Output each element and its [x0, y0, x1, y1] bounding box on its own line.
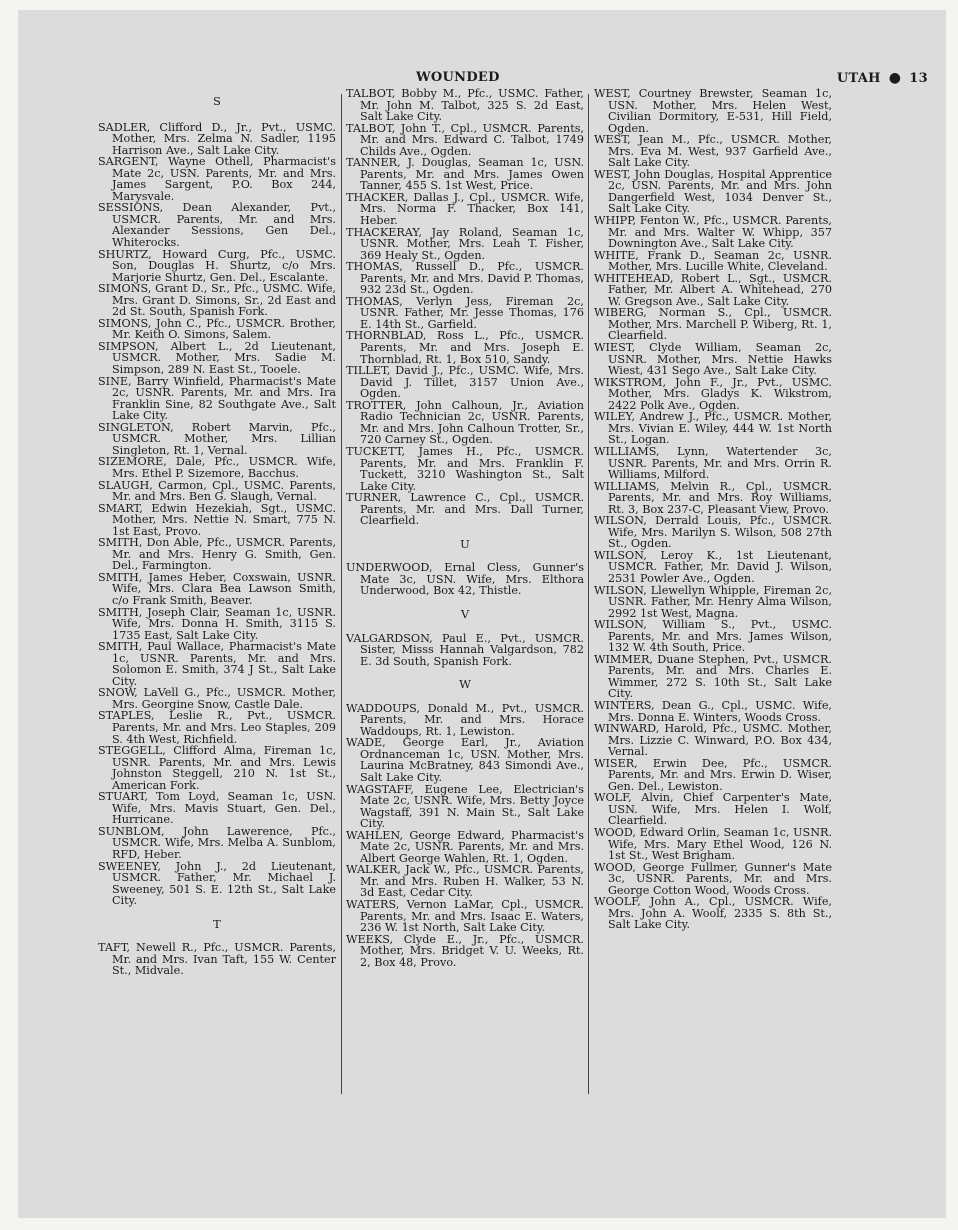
document-page — [18, 10, 946, 1218]
casualty-entry: SMITH, Don Able, Pfc., USMCR. Parents, Mr. and Mrs. Henry G. Smith, Gen. Del., Farmington. — [98, 536, 336, 573]
bullet-icon: ● — [888, 70, 902, 86]
casualty-entry: WALKER, Jack W., Pfc., USMCR. Parents, Mr. and Mrs. Ruben H. Walker, 53 N. 3d East, Cedar City. — [346, 863, 584, 900]
casualty-entry: WEEKS, Clyde E., Jr., Pfc., USMCR. Mother, Mrs. Bridget V. U. Weeks, Rt. 2, Box 48, Provo. — [346, 932, 584, 969]
casualty-entry: SADLER, Clifford D., Jr., Pvt., USMC. Mother, Mrs. Zelma N. Sadler, 1195 Harrison Ave., Salt Lake City. — [98, 120, 336, 157]
casualty-entry: WINTERS, Dean G., Cpl., USMC. Wife, Mrs. Donna E. Winters, Woods Cross. — [594, 698, 832, 724]
casualty-entry: WILSON, Llewellyn Whipple, Fireman 2c, USNR. Father, Mr. Henry Alma Wilson, 2992 1st West, Magna. — [594, 583, 832, 620]
casualty-entry: WADE, George Earl, Jr., Aviation Ordnanceman 1c, USN. Mother, Mrs. Laurina McBratney, 843 Simondi Ave., Salt Lake City. — [346, 736, 584, 784]
casualty-entry: WILLIAMS, Lynn, Watertender 3c, USNR. Parents, Mr. and Mrs. Orrin R. Williams, Milford. — [594, 444, 832, 482]
casualty-entry: UNDERWOOD, Ernal Cless, Gunner's Mate 3c, USN. Wife, Mrs. Elthora Underwood, Box 42, Thistle. — [346, 561, 584, 598]
casualty-entry: WHITEHEAD, Robert L., Sgt., USMCR. Father, Mr. Albert A. Whitehead, 270 W. Gregson Ave., Salt Lake City. — [594, 271, 832, 308]
casualty-entry: WOLF, Alvin, Chief Carpenter's Mate, USN. Wife, Mrs. Helen I. Wolf, Clearfield. — [594, 791, 832, 828]
casualty-entry: TILLET, David J., Pfc., USMC. Wife, Mrs. David J. Tillet, 3157 Union Ave., Ogden. — [346, 364, 584, 401]
casualty-entry: STAPLES, Leslie R., Pvt., USMCR. Parents, Mr. and Mrs. Leo Staples, 209 S. 4th West, Richfield. — [98, 709, 336, 746]
section-letter: T — [213, 916, 221, 931]
casualty-entry: SINGLETON, Robert Marvin, Pfc., USMCR. Mother, Mrs. Lillian Singleton, Rt. 1, Vernal. — [98, 420, 336, 457]
column-divider — [588, 94, 589, 1094]
casualty-entry: THACKER, Dallas J., Cpl., USMCR. Wife, Mrs. Norma F. Thacker, Box 141, Heber. — [346, 190, 584, 228]
section-letter: W — [459, 677, 471, 692]
casualty-entry: SMART, Edwin Hezekiah, Sgt., USMC. Mother, Mrs. Nettie N. Smart, 775 N. 1st East, Provo. — [98, 501, 336, 538]
casualty-entry: SESSIONS, Dean Alexander, Pvt., USMCR. Parents, Mr. and Mrs. Alexander Sessions, Gen Del., Whiterocks. — [98, 201, 336, 250]
casualty-entry: WINWARD, Harold, Pfc., USMC. Mother, Mrs. Lizzie C. Winward, P.O. Box 434, Vernal. — [594, 722, 832, 759]
casualty-entry: TALBOT, Bobby M., Pfc., USMC. Father, Mr. John M. Talbot, 325 S. 2d East, Salt Lake City. — [346, 87, 584, 124]
casualty-entry: SINE, Barry Winfield, Pharmacist's Mate 2c, USNR. Parents, Mr. and Mrs. Ira Franklin Sine, 82 Southgate Ave., Salt Lake City. — [98, 374, 336, 423]
casualty-entry: STUART, Tom Loyd, Seaman 1c, USN. Wife, Mrs. Mavis Stuart, Gen. Del., Hurricane. — [98, 790, 336, 827]
section-letter: S — [213, 94, 221, 108]
casualty-entry: WIMMER, Duane Stephen, Pvt., USMCR. Parents, Mr. and Mrs. Charles E. Wimmer, 272 S. 10th St., Salt Lake City. — [594, 652, 832, 701]
section-letter: U — [460, 536, 470, 551]
casualty-entry: WEST, Courtney Brewster, Seaman 1c, USN. Mother, Mrs. Helen West, Civilian Dormitory, E-531, Hill Field, Ogden. — [594, 87, 832, 135]
page-header-right — [837, 70, 928, 86]
casualty-entry: SMITH, Paul Wallace, Pharmacist's Mate 1c, USNR. Parents, Mr. and Mrs. Solomon E. Smith, 374 J St., Salt Lake City. — [98, 640, 336, 688]
casualty-entry: WADDOUPS, Donald M., Pvt., USMCR. Parents, Mr. and Mrs. Horace Waddoups, Rt. 1, Lewiston. — [346, 701, 584, 738]
casualty-entry: WILSON, Derrald Louis, Pfc., USMCR. Wife, Mrs. Marilyn S. Wilson, 508 27th St., Ogden. — [594, 514, 832, 551]
casualty-entry: SMITH, Joseph Clair, Seaman 1c, USNR. Wife, Mrs. Donna H. Smith, 3115 S. 1735 East, Salt Lake City. — [98, 605, 336, 642]
casualty-entry: WOOLF, John A., Cpl., USMCR. Wife, Mrs. John A. Woolf, 2335 S. 8th St., Salt Lake City. — [594, 895, 832, 932]
casualty-entry: WOOD, George Fullmer, Gunner's Mate 3c, USNR. Parents, Mr. and Mrs. George Cotton Wood, Woods Cross. — [594, 860, 832, 897]
casualty-entry: WIEST, Clyde William, Seaman 2c, USNR. Mother, Mrs. Nettie Hawks Wiest, 431 Sego Ave., Salt Lake City. — [594, 341, 832, 378]
casualty-entry: WHITE, Frank D., Seaman 2c, USNR. Mother, Mrs. Lucille White, Cleveland. — [594, 248, 832, 274]
column-3 — [594, 88, 832, 931]
page-title: WOUNDED — [416, 70, 500, 85]
casualty-entry: SMITH, James Heber, Coxswain, USNR. Wife, Mrs. Clara Bea Lawson Smith, c/o Frank Smith, Beaver. — [98, 570, 336, 607]
casualty-entry: SIMPSON, Albert L., 2d Lieutenant, USMCR. Mother, Mrs. Sadie M. Simpson, 289 N. East St., Tooele. — [98, 339, 336, 377]
casualty-entry: SIMONS, Grant D., Sr., Pfc., USMC. Wife, Mrs. Grant D. Simons, Sr., 2d East and 2d St. South, Spanish Fork. — [98, 282, 336, 319]
casualty-entry: VALGARDSON, Paul E., Pvt., USMCR. Sister, Misss Hannah Valgardson, 782 E. 3d South, Spanish Fork. — [346, 631, 584, 668]
casualty-entry: THOMAS, Verlyn Jess, Fireman 2c, USNR. Father, Mr. Jesse Thomas, 176 E. 14th St., Garfield. — [346, 294, 584, 331]
casualty-entry: WHIPP, Fenton W., Pfc., USMCR. Parents, Mr. and Mrs. Walter W. Whipp, 357 Downington Ave., Salt Lake City. — [594, 214, 832, 251]
casualty-entry: SIMONS, John C., Pfc., USMCR. Brother, Mr. Keith O. Simons, Salem. — [98, 316, 336, 342]
casualty-entry: THORNBLAD, Ross L., Pfc., USMCR. Parents, Mr. and Mrs. Joseph E. Thornblad, Rt. 1, Box 510, Sandy. — [346, 329, 584, 366]
casualty-entry: WEST, Jean M., Pfc., USMCR. Mother, Mrs. Eva M. West, 937 Garfield Ave., Salt Lake City. — [594, 133, 832, 170]
casualty-entry: WIKSTROM, John F., Jr., Pvt., USMC. Mother, Mrs. Gladys K. Wikstrom, 2422 Polk Ave., Ogden. — [594, 375, 832, 412]
casualty-entry: SHURTZ, Howard Curg, Pfc., USMC. Son, Douglas H. Shurtz, c/o Mrs. Marjorie Shurtz, Gen. Del., Escalante. — [98, 247, 336, 284]
casualty-entry: WILSON, Leroy K., 1st Lieutenant, USMCR. Father, Mr. David J. Wilson, 2531 Powler Ave., Ogden. — [594, 548, 832, 585]
casualty-entry: WOOD, Edward Orlin, Seaman 1c, USNR. Wife, Mrs. Mary Ethel Wood, 126 N. 1st St., West Brigham. — [594, 826, 832, 863]
page-number: 13 — [909, 71, 928, 86]
casualty-entry: TROTTER, John Calhoun, Jr., Aviation Radio Technician 2c, USNR. Parents, Mr. and Mrs. John Calhoun Trotter, Sr., 720 Carney St., Ogden. — [346, 398, 584, 447]
state-name: UTAH — [836, 71, 881, 86]
column-2 — [346, 88, 584, 968]
casualty-entry: WILLIAMS, Melvin R., Cpl., USMCR. Parents, Mr. and Mrs. Roy Williams, Rt. 3, Box 237-C, Pleasant View, Provo. — [594, 479, 832, 516]
casualty-entry: SNOW, LaVell G., Pfc., USMCR. Mother, Mrs. Georgine Snow, Castle Dale. — [98, 686, 336, 711]
casualty-entry: SWEENEY, John J., 2d Lieutenant, USMCR. Father, Mr. Michael J. Sweeney, 501 S. E. 12th St., Salt Lake City. — [98, 859, 336, 908]
casualty-entry: WATERS, Vernon LaMar, Cpl., USMCR. Parents, Mr. and Mrs. Isaac E. Waters, 236 W. 1st North, Salt Lake City. — [346, 898, 584, 935]
casualty-entry: WIBERG, Norman S., Cpl., USMCR. Mother, Mrs. Marchell P. Wiberg, Rt. 1, Clearfield. — [594, 306, 832, 343]
column-divider — [341, 94, 342, 1094]
casualty-entry: SLAUGH, Carmon, Cpl., USMC. Parents, Mr. and Mrs. Ben G. Slaugh, Vernal. — [98, 478, 336, 504]
casualty-entry: TURNER, Lawrence C., Cpl., USMCR. Parents, Mr. and Mrs. Dall Turner, Clearfield. — [346, 491, 584, 528]
casualty-entry: SUNBLOM, John Lawerence, Pfc., USMCR. Wife, Mrs. Melba A. Sunblom, RFD, Heber. — [98, 824, 336, 861]
casualty-entry: TANNER, J. Douglas, Seaman 1c, USN. Parents, Mr. and Mrs. James Owen Tanner, 455 S. 1st West, Price. — [346, 156, 584, 193]
column-1 — [98, 88, 336, 977]
casualty-entry: TUCKETT, James H., Pfc., USMCR. Parents, Mr. and Mrs. Franklin F. Tuckett, 3210 Washington St., Salt Lake City. — [346, 444, 584, 493]
casualty-entry: WILSON, William S., Pvt., USMC. Parents, Mr. and Mrs. James Wilson, 132 W. 4th South, Price. — [594, 618, 832, 655]
casualty-entry: STEGGELL, Clifford Alma, Fireman 1c, USNR. Parents, Mr. and Mrs. Lewis Johnston Steggell, 210 N. 1st St., American Fork. — [98, 744, 336, 792]
casualty-entry: WISER, Erwin Dee, Pfc., USMCR. Parents, Mr. and Mrs. Erwin D. Wiser, Gen. Del., Lewiston. — [594, 756, 832, 793]
casualty-entry: THOMAS, Russell D., Pfc., USMCR. Parents, Mr. and Mrs. David P. Thomas, 932 23d St., Ogden. — [346, 260, 584, 297]
casualty-entry: WAGSTAFF, Eugene Lee, Electrician's Mate 2c, USNR. Wife, Mrs. Betty Joyce Wagstaff, 391 N. Main St., Salt Lake City. — [346, 782, 584, 831]
casualty-entry: TAFT, Newell R., Pfc., USMCR. Parents, Mr. and Mrs. Ivan Taft, 155 W. Center St., Midvale. — [98, 941, 336, 978]
casualty-entry: WAHLEN, George Edward, Pharmacist's Mate 2c, USNR. Parents, Mr. and Mrs. Albert George Wahlen, Rt. 1, Ogden. — [346, 828, 584, 865]
section-letter: V — [460, 606, 470, 621]
casualty-entry: TALBOT, John T., Cpl., USMCR. Parents, Mr. and Mrs. Edward C. Talbot, 1749 Childs Ave., Ogden. — [346, 121, 584, 158]
casualty-entry: THACKERAY, Jay Roland, Seaman 1c, USNR. Mother, Mrs. Leah T. Fisher, 369 Healy St., Ogden. — [346, 225, 584, 262]
casualty-entry: SARGENT, Wayne Othell, Pharmacist's Mate 2c, USN. Parents, Mr. and Mrs. James Sargent, P.O. Box 244, Marysvale. — [98, 155, 336, 203]
casualty-entry: WEST, John Douglas, Hospital Apprentice 2c, USN. Parents, Mr. and Mrs. John Dangerfield West, 1034 Denver St., Salt Lake City. — [594, 167, 832, 216]
casualty-entry: SIZEMORE, Dale, Pfc., USMCR. Wife, Mrs. Ethel P. Sizemore, Bacchus. — [98, 455, 336, 480]
casualty-entry: WILEY, Andrew J., Pfc., USMCR. Mother, Mrs. Vivian E. Wiley, 444 W. 1st North St., Logan. — [594, 410, 832, 447]
